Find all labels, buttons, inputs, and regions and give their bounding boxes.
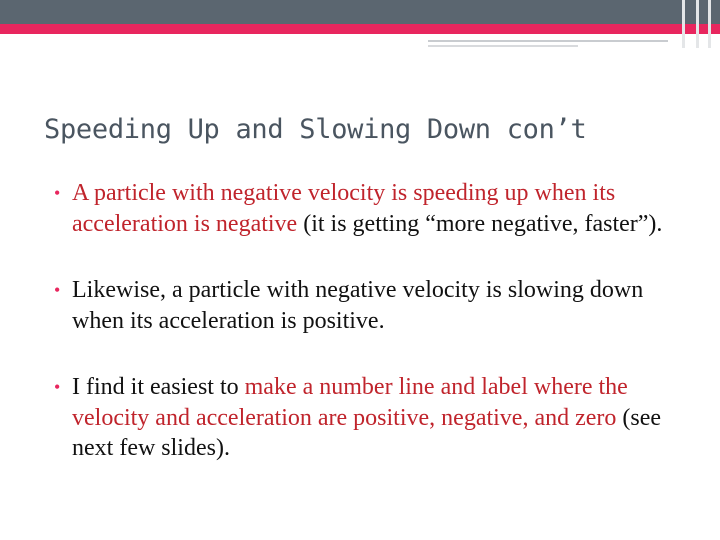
bullet-icon: • [54, 183, 61, 203]
bullet-item [54, 275, 694, 336]
bullet-text: I find it easiest to [72, 374, 245, 400]
header-accent-bar [0, 24, 720, 34]
header-rule-short [428, 45, 578, 47]
bullet-icon: • [54, 280, 61, 300]
bullet-list [54, 178, 694, 500]
slide-title: Speeding Up and Slowing Down con’t [44, 114, 587, 145]
header-vertical-line [682, 0, 685, 48]
bullet-emphasis: A particle with negative velocity is speeding up when its acceleration is negative [72, 180, 616, 237]
header-vertical-line [696, 0, 699, 48]
bullet-text: Likewise, a particle with negative velocity is slowing down when its acceleration is positive. [72, 277, 644, 334]
bullet-item [54, 178, 694, 239]
bullet-item [54, 372, 694, 464]
bullet-text: (see next few slides). [72, 404, 662, 461]
header-bar [0, 0, 720, 24]
header-rule [428, 40, 668, 42]
header-vertical-line [708, 0, 711, 48]
bullet-text: (it is getting “more negative, faster”). [297, 210, 663, 237]
bullet-emphasis: make a number line and label where the velocity and acceleration are positive, negative, and zero [72, 374, 628, 431]
bullet-icon: • [54, 377, 61, 397]
